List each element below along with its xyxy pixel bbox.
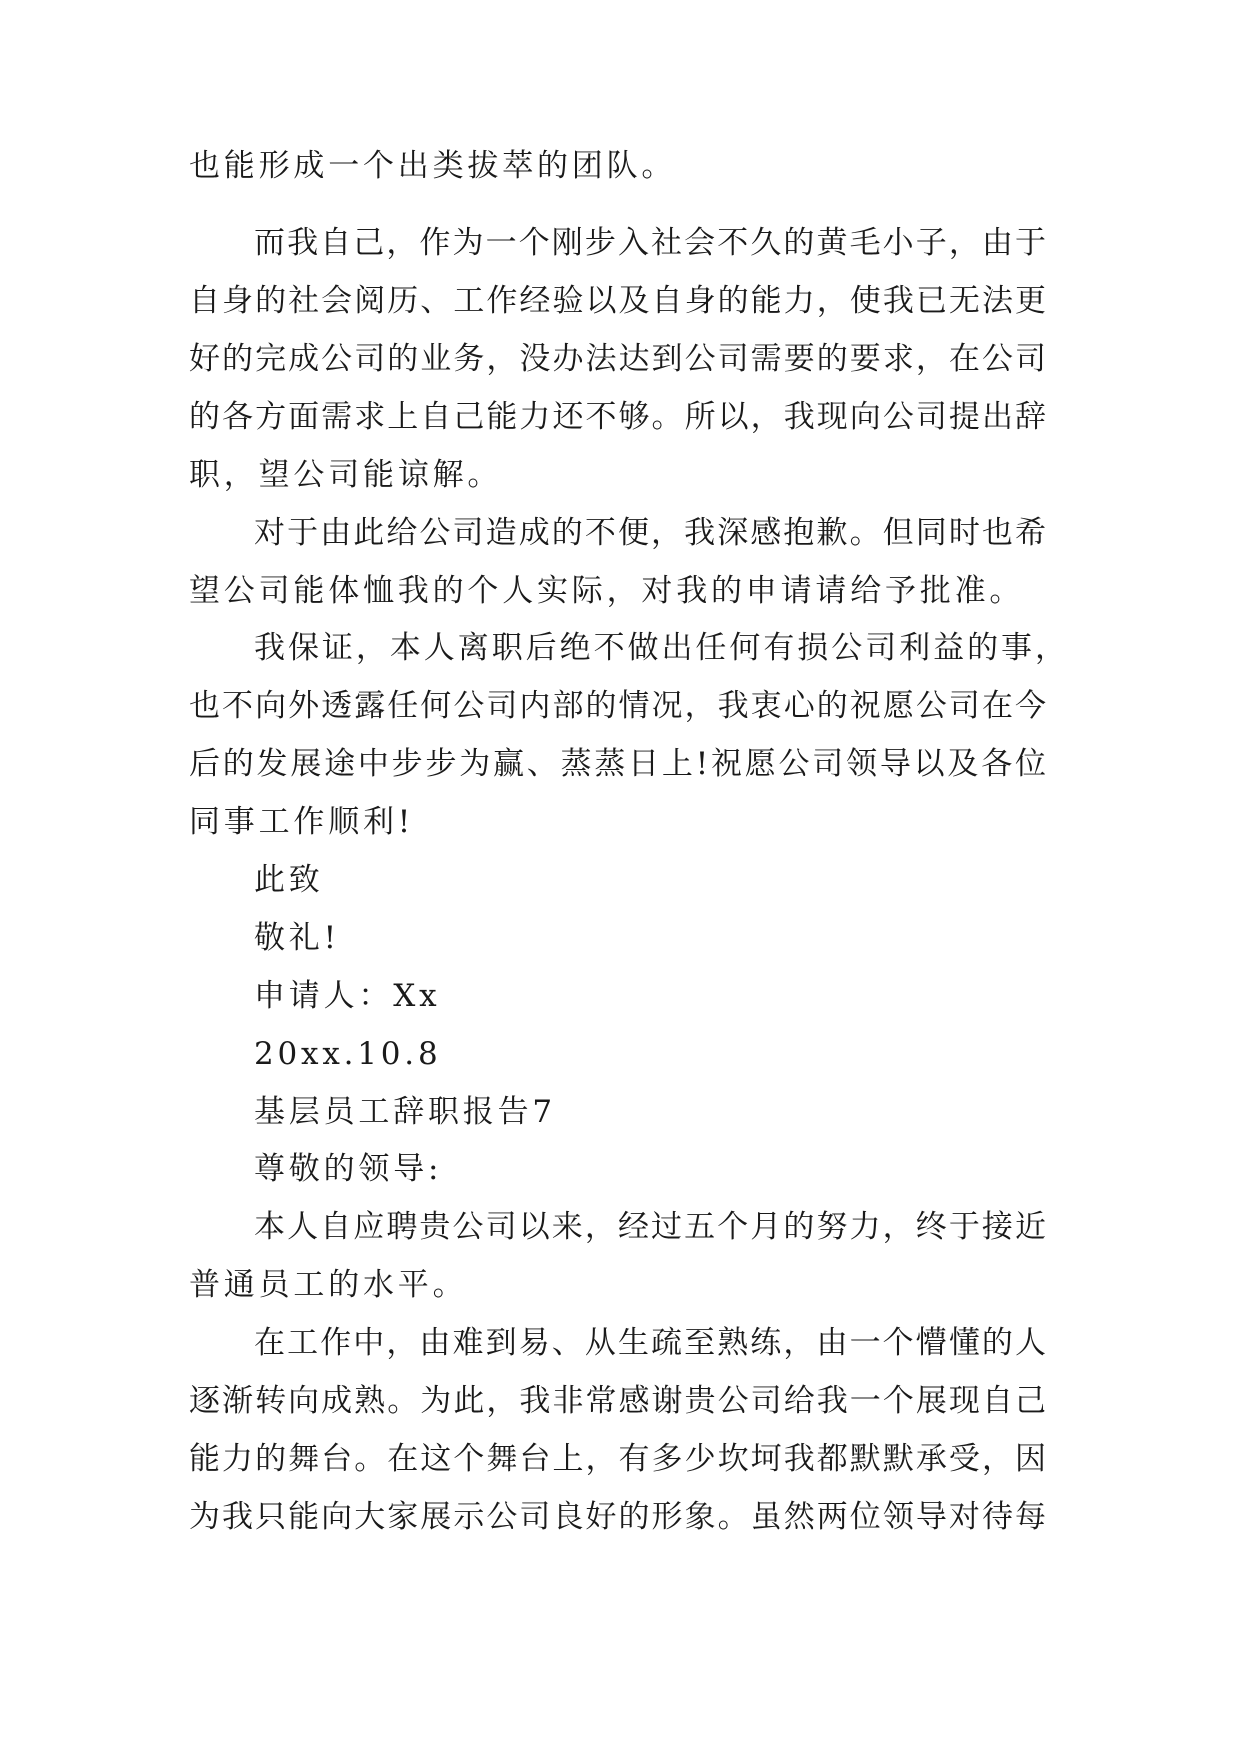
- text-line: 逐渐转向成熟。为此，我非常感谢贵公司给我一个展现自己: [189, 1383, 1046, 1419]
- text-line: 自身的社会阅历、工作经验以及自身的能力，使我已无法更: [189, 283, 1046, 319]
- paragraph-first-line: 在工作中，由难到易、从生疏至熟练，由一个懵懂的人: [254, 1325, 1046, 1361]
- text-line: 后的发展途中步步为赢、蒸蒸日上!祝愿公司领导以及各位: [189, 746, 1046, 782]
- text-line: 同事工作顺利!: [189, 804, 415, 840]
- closing-regards: 敬礼!: [254, 920, 340, 956]
- paragraph-first-line: 而我自己，作为一个刚步入社会不久的黄毛小子，由于: [254, 225, 1046, 261]
- text-line: 能力的舞台。在这个舞台上，有多少坎坷我都默默承受，因: [189, 1441, 1046, 1477]
- text-line: 职，望公司能谅解。: [189, 457, 503, 493]
- text-line: 也不向外透露任何公司内部的情况，我衷心的祝愿公司在今: [189, 688, 1046, 724]
- text-line: 为我只能向大家展示公司良好的形象。虽然两位领导对待每: [189, 1499, 1046, 1535]
- text-line: 望公司能体恤我的个人实际，对我的申请请给予批准。: [189, 573, 1025, 609]
- closing-salutation: 此致: [254, 862, 324, 898]
- text-line: 好的完成公司的业务，没办法达到公司需要的要求，在公司: [189, 341, 1046, 377]
- paragraph-first-line: 对于由此给公司造成的不便，我深感抱歉。但同时也希: [254, 515, 1046, 551]
- paragraph-first-line: 本人自应聘贵公司以来，经过五个月的努力，终于接近: [254, 1209, 1046, 1245]
- letter-date: 20xx.10.8: [254, 1036, 442, 1072]
- text-line: 的各方面需求上自己能力还不够。所以，我现向公司提出辞: [189, 399, 1046, 435]
- text-line: 也能形成一个出类拔萃的团队。: [189, 148, 677, 184]
- applicant-signature: 申请人：Xx: [254, 978, 441, 1014]
- text-line: 普通员工的水平。: [189, 1267, 468, 1303]
- section-heading: 基层员工辞职报告7: [254, 1094, 556, 1130]
- greeting: 尊敬的领导:: [254, 1151, 443, 1187]
- paragraph-first-line: 我保证，本人离职后绝不做出任何有损公司利益的事，: [254, 630, 1066, 666]
